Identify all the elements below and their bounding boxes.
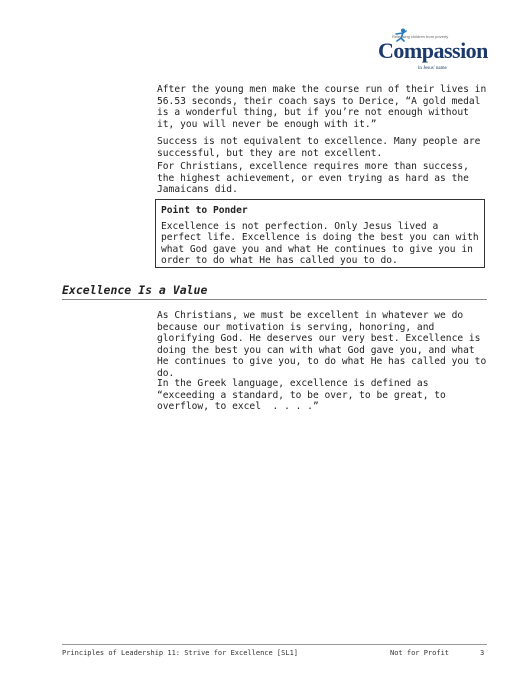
text-line: For Christians, excellence requires more than success, [157, 161, 469, 172]
point-to-ponder-box [155, 199, 485, 268]
ponder-line: perfect life. Excellence is doing the best you can with [161, 232, 479, 243]
text-line: overflow, to excel . . . .” [157, 401, 319, 412]
text-line: 56.53 seconds, their coach says to Derice, “A gold medal [157, 95, 481, 107]
text-line: As Christians, we must be excellent in whatever we do [157, 310, 464, 321]
ponder-line: Excellence is not perfection. Only Jesus lived a [161, 220, 439, 232]
compassion-logo [378, 28, 488, 76]
ponder-line: order to do what He has called you to do. [161, 255, 398, 266]
paragraph-success [157, 136, 487, 159]
text-line: do. [157, 367, 175, 379]
section-heading: Excellence Is a Value [62, 283, 208, 297]
footer-notice: Not for Profit [390, 649, 450, 657]
logo-brand: Compassion [378, 38, 488, 63]
text-line: successful, but they are not excellent. [157, 147, 383, 159]
text-line: is a wonderful thing, but if you’re not enough without [157, 107, 469, 118]
ponder-title: Point to Ponder [161, 205, 248, 216]
text-line: After the young men make the course run of their lives in [157, 84, 487, 95]
page-number: 3 [480, 649, 485, 657]
ponder-line: what God gave you and what He continues to give you in [161, 243, 473, 255]
text-line: it, you will never be enough with it.” [157, 118, 377, 130]
paragraph-coach-quote [157, 84, 487, 130]
text-line: “exceeding a standard, to be over, to be great, to [157, 389, 446, 401]
text-line: He continues to give you, to do what He has called you to [157, 356, 487, 367]
logo-tagline: Releasing children from poverty [392, 34, 449, 39]
paragraph-value [157, 310, 487, 379]
text-line: because our motivation is serving, honoring, and [157, 321, 435, 333]
logo-subtitle: in Jesus' name [418, 66, 447, 71]
footer-divider [62, 644, 487, 645]
text-line: In the Greek language, excellence is defined as [157, 378, 429, 389]
footer-title: Principles of Leadership 11: Strive for Excellence [SL1] [62, 649, 299, 657]
paragraph-greek [157, 378, 487, 413]
text-line: glorifying God. He deserves our very best. Excellence is [157, 333, 481, 344]
text-line: the highest achievement, or even trying as hard as the [157, 172, 469, 184]
paragraph-christians [157, 161, 487, 196]
text-line: Jamaicans did. [157, 184, 238, 195]
text-line: doing the best you can with what God gave you, and what [157, 344, 475, 356]
section-divider [62, 299, 487, 300]
text-line: Success is not equivalent to excellence. Many people are [157, 136, 481, 147]
